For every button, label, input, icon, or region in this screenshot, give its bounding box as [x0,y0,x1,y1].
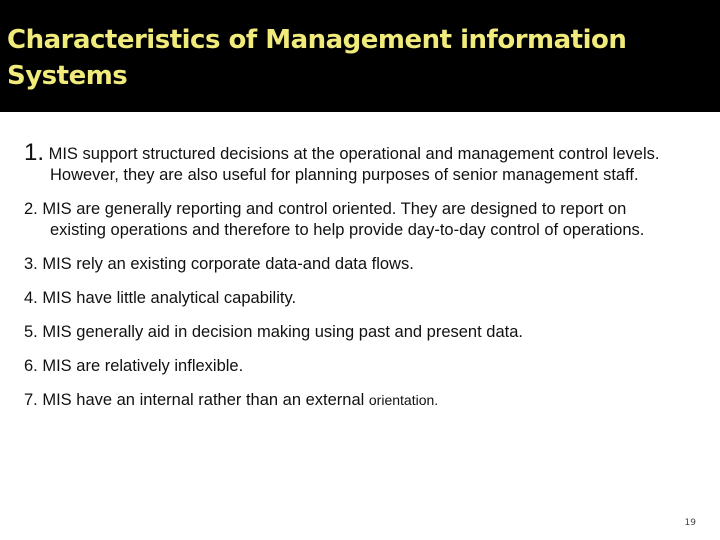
list-text: MIS are relatively inflexible. [37,357,244,375]
list-item [24,356,684,377]
list-item [24,199,684,241]
list-text: MIS rely an existing corporate data-and data flows. [37,255,414,273]
list-item [24,254,684,275]
list-number: 1. [24,139,45,166]
list-number: 4. [24,289,38,307]
list-text: MIS have little analytical capability. [37,289,297,307]
list-number: 5. [24,323,38,341]
list-small-text: orientation. [368,392,439,408]
list-number: 6. [24,357,38,375]
slide-title: Characteristics of Management information Systems [7,25,627,91]
list-item [24,390,684,411]
list-number: 2. [24,200,38,218]
list-number: 7. [24,391,38,409]
list-item [24,288,684,309]
list-text: MIS have an internal rather than an external [37,391,369,409]
characteristics-list [24,139,684,424]
list-number: 3. [24,255,38,273]
list-text: MIS generally aid in decision making using past and present data. [37,323,523,341]
list-item [24,322,684,343]
list-item [24,139,684,186]
title-bar [0,0,720,112]
list-text: MIS support structured decisions at the operational and management control levels. However, they are also useful for planning purposes of senior management staff. [44,145,660,184]
page-number: 19 [684,518,696,528]
list-text: MIS are generally reporting and control oriented. They are designed to report on existing operations and therefore to help provide day-to-day control of operations. [37,200,645,239]
